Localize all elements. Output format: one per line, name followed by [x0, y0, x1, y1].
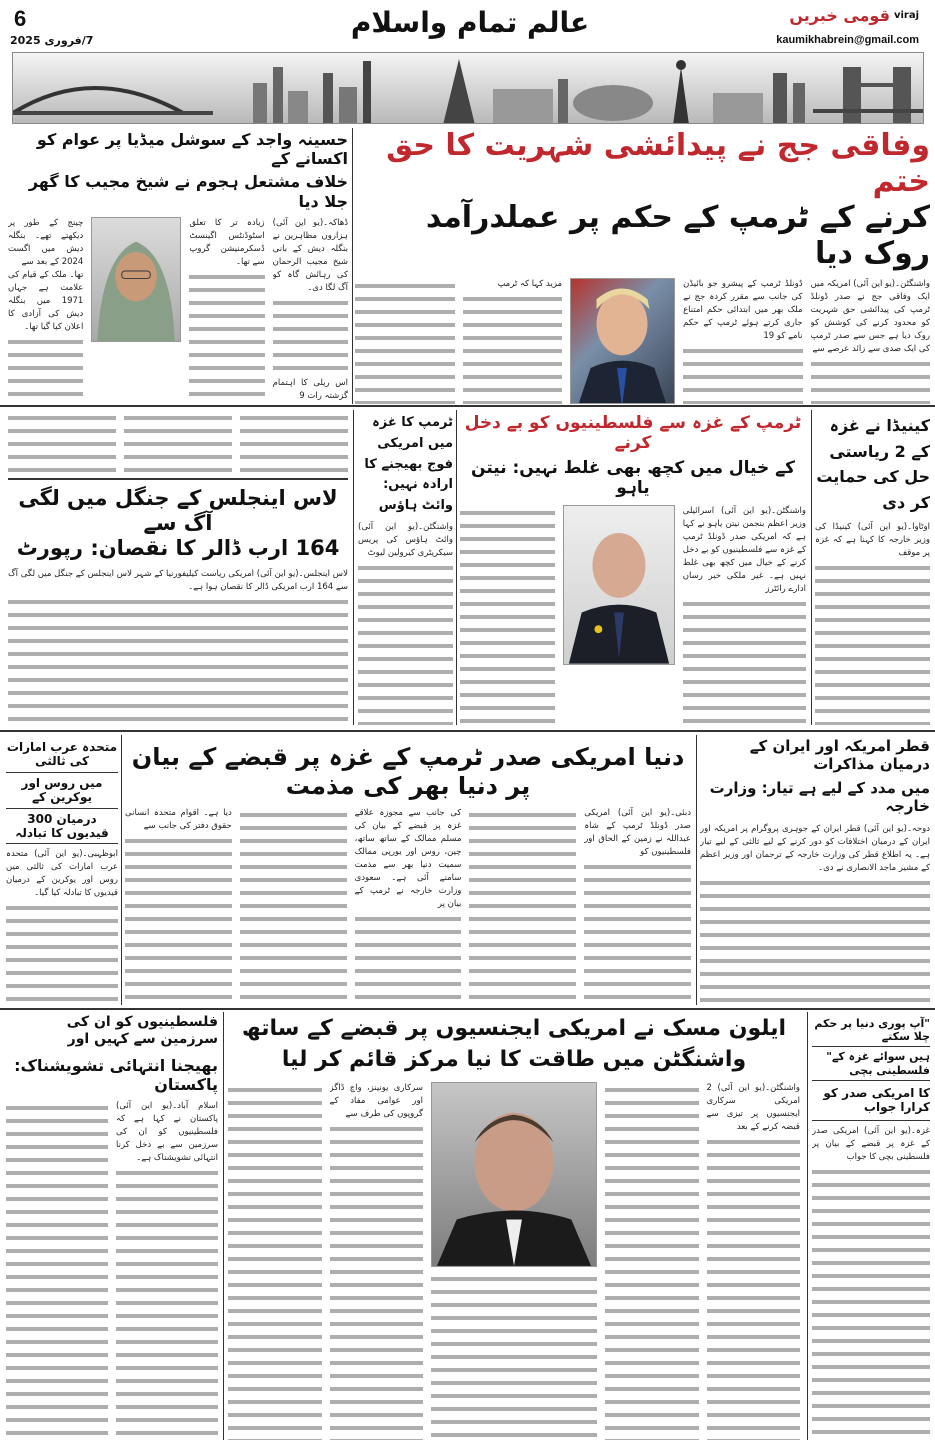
- skyline-banner: [12, 52, 924, 124]
- headline: قطر امریکہ اور ایران کے درمیان مذاکرات: [749, 737, 930, 773]
- contact-email: kaumikhabrein@gmail.com: [776, 34, 919, 46]
- article-body: کی جانب سے مجوزہ علاقے غزہ پر قبضے کے بیان کی مسلم ممالک کے ساتھ ساتھ، چین، روس اور یورپی ممالک سمیت دنیا بھر سے مذمت سامنے آئی ہے۔ سعودی وزارت خارجہ نے ٹرمپ کے بیان پر: [354, 807, 462, 909]
- headline: فلسطینیوں کو ان کی سرزمین سے کہیں اور: [66, 1014, 218, 1047]
- headline: خلاف مشتعل ہجوم نے شیخ مجیب کا گھر جلا دیا: [28, 172, 348, 211]
- article-hasina: [8, 130, 348, 403]
- headline: ایلون مسک نے امریکی ایجنسیوں پر قبضے کے ساتھ واشنگٹن میں طاقت کا نیا مرکز قائم کر لیا: [241, 1016, 787, 1072]
- article-girl-retort: [812, 1014, 930, 1440]
- headline: درمیان 300 قیدیوں کا تبادلہ: [6, 809, 118, 845]
- article-body: واشنگٹن۔(یو این آئی) اسرائیلی وزیر اعظم بنجمن نیتن یاہو نے کہا ہے کہ امریکی صدر ڈونلڈ ٹرمپ کے غزہ سے فلسطینیوں کو بے دخل کرنے کے خیال میں کچھ بھی غلط نہیں ہے۔ غیر ملکی خبر رساں ادارے رائٹرز: [682, 505, 806, 594]
- article-body: اس ریلی کا اہتمام گزشتہ رات 9: [272, 378, 348, 401]
- article-body: دوحہ۔(یو این آئی) قطر ایران کے جوہری پروگرام پر امریکہ اور ایران کے درمیان اختلافات کو دور کرنے کے لیے ثالثی کے لیے تیار ہے۔ یہ اطلاع قطر کی وزارت خارجہ کے ترجمان اور وزیر اعظم کے مشیر ماجد الانصاری نے دی۔: [700, 824, 930, 873]
- article-body: چینج کے طور پر دیکھتے تھے۔ بنگلہ دیش میں اگست 2024 کے بعد سے: [8, 217, 84, 267]
- newspaper-logo: [789, 6, 919, 25]
- hasina-photo: [91, 217, 181, 342]
- article-body: ڈونلڈ ٹرمپ کے پیشرو جو بائیڈن کی جانب سے مقرر کردہ جج نے ملک بھر میں ابتدائی حکم امتناع جاری کرتے ہوئے ٹرمپ کے حکم نامے کو 19: [683, 279, 803, 341]
- article-body: سرکاری یونینز، واچ ڈاگز اور عوامی مفاد کے گروپوں کی طرف سے: [329, 1082, 423, 1119]
- headline: "آپ پوری دنیا پر حکم چلا سکتے: [812, 1014, 930, 1047]
- article-body: مزید کہا کہ ٹرمپ: [497, 279, 563, 289]
- headline: ٹرمپ کا غزہ میں امریکی فوج بھیجنے کا ارادہ نہیں: وائٹ ہاؤس: [364, 415, 453, 514]
- article-body: واشنگٹن۔(یو این آئی) وائٹ ہاؤس کی پریس سیکریٹری کیرولین لیوٹ: [358, 521, 453, 558]
- article-body: واشنگٹن۔(یو این آئی) امریکہ میں ایک وفاقی جج نے صدر ڈونلڈ ٹرمپ کی پیدائشی حق شہریت کو محدود کرنے کی کوشش کو روک دیا ہے جس سے صدر ٹرمپ کی ایک صدی سے زائد عرصے سے: [810, 279, 930, 354]
- logo-text: قومی خبریں: [789, 6, 890, 25]
- article-qatar: [700, 737, 930, 1005]
- article-body: ڈھاکہ۔(یو این آئی) ہزاروں مظاہرین نے بنگلہ دیش کے بانی شیخ مجیب الرحمان کی رہائش گاہ کو آگ لگا دی۔: [272, 217, 348, 293]
- headline: کینیڈا نے غزہ کے 2 ریاستی حل کی حمایت کر دی: [816, 416, 930, 512]
- landmarks-illustration: [13, 53, 924, 124]
- article-body: دبئی۔(یو این آئی) امریکی صدر ڈونلڈ ٹرمپ کے شاہ عبداللہ نے زمین کے الحاق اور فلسطینیوں کو: [584, 807, 691, 857]
- article-body: ابوظہبی۔(یو این آئی) متحدہ عرب امارات کی ثالثی میں روس اور یوکرین کے درمیان قیدیوں کا تبادلہ کیا گیا۔: [6, 849, 118, 899]
- headline: میں روس اور یوکرین کے: [6, 773, 118, 809]
- netanyahu-photo: [563, 505, 675, 665]
- trump-photo: [570, 278, 675, 404]
- article-canada: [815, 413, 930, 725]
- issue-date: 7/فروری 2025: [10, 34, 94, 47]
- article-birthright: [355, 128, 930, 404]
- logo-mark-icon: viraj: [893, 10, 919, 21]
- article-musk: [228, 1014, 800, 1440]
- headline: حسینہ واجد کے سوشل میڈیا پر عوام کو اکسانے کے: [36, 130, 348, 169]
- article-netanyahu: [460, 413, 806, 725]
- article-body: غزہ۔(یو این آئی) امریکی صدر کے غزہ پر قبضے کے بیان پر فلسطینی بچی کا جواب: [812, 1125, 930, 1162]
- article-body: زیادہ تر کا تعلق اسٹوڈنٹس اگینسٹ ڈسکرمنیشن گروپ سے تھا۔: [189, 217, 265, 267]
- section-title: عالم تمام واسلام: [350, 6, 590, 39]
- headline: میں مدد کے لیے ہے تیار: وزارت خارجہ: [709, 779, 930, 815]
- headline: وفاقی جج نے پیدائشی شہریت کا حق ختم: [386, 128, 930, 199]
- page-number: 6: [14, 6, 27, 31]
- headline: کرنے کے ٹرمپ کے حکم پر عملدرآمد روک دیا: [425, 200, 930, 271]
- article-body: لاس اینجلس۔(یو این آئی) امریکی ریاست کیلیفورنیا کے شہر لاس اینجلس کے جنگل میں لگی آگ سے 164 ارب امریکی ڈالر کا نقصان ہوا ہے۔: [8, 568, 348, 592]
- headline: لاس اینجلس کے جنگل میں لگی آگ سے: [18, 486, 338, 536]
- headline: ٹرمپ کے غزہ سے فلسطینیوں کو بے دخل کرنے: [464, 413, 802, 454]
- masthead: [0, 0, 935, 50]
- headline: ہیں سوائے غزہ کے" فلسطینی بچی: [812, 1047, 930, 1080]
- article-body: واشنگٹن۔(یو این آئی) 2 امریکی سرکاری ایجنسیوں پر تیزی سے قبضہ کرنے کے بعد: [706, 1082, 800, 1132]
- article-body: دیا ہے۔ اقوام متحدہ انسانی حقوق دفتر کی جانب سے: [125, 807, 232, 831]
- headline: کے خیال میں کچھ بھی غلط نہیں: نیتن یاہو: [471, 457, 795, 499]
- article-la-fire: [8, 410, 348, 725]
- article-body: اوٹاوا۔(یو این آئی) کینیڈا کی وزیر خارجہ کا کہنا ہے کہ غزہ پر موقف: [815, 522, 930, 559]
- article-uae: [6, 737, 118, 1005]
- article-body: اسلام آباد۔(یو این آئی) پاکستان نے کہا ہے کہ فلسطینیوں کو ان کی سرزمین سے بے دخل کرنا انتہائی تشویشناک ہے۔: [116, 1100, 218, 1163]
- headline: متحدہ عرب امارات کی ثالثی: [6, 737, 118, 773]
- article-pakistan: [6, 1014, 218, 1440]
- headline: بھیجنا انتہائی تشویشناک: پاکستان: [14, 1055, 218, 1094]
- article-condemnation: [125, 737, 691, 1005]
- headline: دنیا امریکی صدر ٹرمپ کے غزہ پر قبضے کے بیان پر دنیا بھر کی مذمت: [131, 743, 685, 800]
- article-white-house: [358, 413, 453, 725]
- headline: کا امریکی صدر کو کرارا جواب: [812, 1081, 930, 1121]
- musk-photo: [431, 1082, 597, 1267]
- headline: 164 ارب ڈالر کا نقصان: رپورٹ: [16, 536, 340, 561]
- article-body: تھا۔ ملک کے قیام کی علامت ہے جہاں 1971 میں بنگلہ دیش کی آزادی کا اعلان کیا گیا تھا۔: [8, 269, 84, 332]
